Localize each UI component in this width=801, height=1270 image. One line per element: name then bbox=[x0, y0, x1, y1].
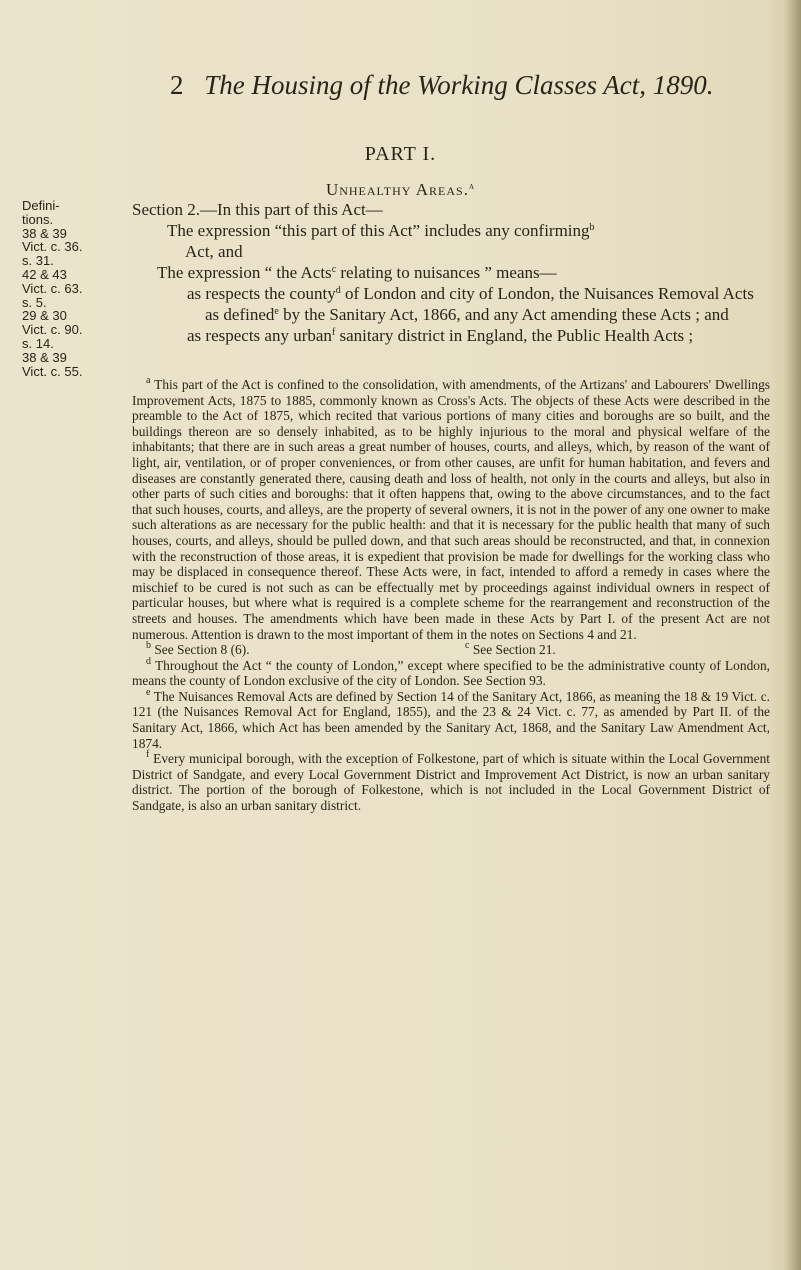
footnote-mark: d bbox=[146, 655, 151, 667]
note-mark: e bbox=[274, 306, 279, 317]
footnote-mark: f bbox=[146, 749, 150, 761]
footnote-f bbox=[132, 751, 770, 813]
page-number: 2 bbox=[170, 70, 184, 100]
footnote-e bbox=[132, 686, 770, 751]
footnote-a bbox=[132, 377, 770, 642]
footnote-b bbox=[132, 642, 451, 658]
margin-note-line: Defini- bbox=[22, 198, 60, 213]
margin-note-line: s. 31. bbox=[22, 253, 54, 269]
margin-note-line: Vict. c. 36. bbox=[22, 239, 83, 255]
footnote-mark: b bbox=[146, 640, 151, 652]
definition-text: Act, and bbox=[185, 242, 243, 261]
note-mark: b bbox=[589, 222, 595, 233]
note-mark: c bbox=[331, 264, 337, 275]
margin-note-line: Vict. c. 55. bbox=[22, 363, 83, 379]
subtitle-text: Unhealthy Areas. bbox=[325, 180, 469, 199]
definition-london bbox=[132, 283, 772, 325]
footnote-mark: a bbox=[146, 375, 151, 386]
margin-note-line: 29 & 30 bbox=[22, 308, 67, 324]
margin-note bbox=[22, 199, 132, 378]
subtitle-note-mark: a bbox=[468, 181, 476, 192]
note-mark: d bbox=[335, 285, 341, 296]
footnote-text: See Section 8 (6). bbox=[154, 642, 250, 658]
note-mark: f bbox=[331, 327, 336, 338]
footnote-mark: c bbox=[465, 640, 470, 652]
running-title: The Housing of the Working Classes Act, 1890. bbox=[204, 70, 714, 100]
running-head bbox=[170, 70, 730, 101]
footnotes bbox=[132, 377, 770, 814]
footnote-c bbox=[451, 642, 770, 658]
section-heading: Section 2.—In this part of this Act— bbox=[132, 200, 383, 219]
part-subtitle bbox=[0, 180, 801, 200]
definition-text: of London and city of London, the Nuisances Removal Acts as defined bbox=[205, 284, 754, 324]
definition-urban bbox=[132, 325, 772, 346]
part-title: PART I. bbox=[364, 143, 437, 165]
footnote-text: See Section 21. bbox=[472, 642, 556, 658]
definition-text: relating to nuisances ” means— bbox=[336, 263, 557, 282]
margin-note-line: s. 14. bbox=[22, 335, 54, 351]
definition-text: as respects any urban bbox=[187, 326, 332, 345]
margin-note-line: tions. bbox=[22, 211, 54, 227]
footnote-text: The Nuisances Removal Acts are defined by Section 14 of the Sanitary Act, 1866, as meaning the 18 & 19 Vict. c. 121 (the Nuisances Removal Act for England, 1855), and the 23 & 24 Vict. c. 77, as amended by Part II. of the Sanitary Act, 1866, which Act has been amended by the Sanitary Act, 1868, and the Sanitary Law Amendment Act, 1874. bbox=[132, 688, 770, 751]
margin-note-line: 38 & 39 bbox=[22, 225, 67, 241]
margin-note-line: s. 5. bbox=[22, 294, 47, 310]
definition-text: by the Sanitary Act, 1866, and any Act amending these Acts ; and bbox=[278, 305, 729, 324]
footnote-text: Every municipal borough, with the exception of Folkestone, part of which is situate within the Local Government District of Sandgate, and every Local Government District and Improvement Act District, is now an urban sanitary district. The portion of the borough of Folkestone, which is not included in the Local Government District of Sandgate, is also an urban sanitary district. bbox=[132, 751, 770, 814]
footnote-text: Throughout the Act “ the county of London,” except where specified to be the administrative county of London, means the county of London exclusive of the city of London. See Section 93. bbox=[132, 657, 771, 689]
definition-this-part bbox=[132, 220, 772, 262]
footnote-text: This part of the Act is confined to the consolidation, with amendments, of the Artizans' and Labourers' Dwellings Improvement Acts, 1875 to 1885, commonly known as Cross's Acts. The objects of these Acts were described in the preamble to the Act of 1875, which recited that various portions of many cities and boroughs are so built, and the buildings thereon are so densely inhabited, as to be highly injurious to the moral and physical welfare of the inhabitants; that there are in such areas a great number of houses, courts, and alleys, which, by reason of the want of light, air, ventilation, or of proper conveniences, or from other causes, are unfit for human habitation, and fevers and diseases are constantly generated there, causing death and loss of health, not only in the courts and alleys, but also in other parts of such cities and boroughs: that it often happens that, owing to the above circumstances, and to the fact that such houses, courts, and alleys, are the property of several owners, it is not in the power of any one owner to make such alterations as are necessary for the public health: and that it is necessary for the public health that many of such houses, courts, and alleys, should be pulled down, and that such areas should be reconstructed, and that, in connexion with the reconstruction of those areas, it is expedient that provision be made for dwellings for the working class who may be displaced in consequence thereof. These Acts were, in fact, intended to afford a remedy in cases where the mischief to be cured is not such as can be effectually met by proceedings against individual owners in respect of particular houses, but where what is required is a complete scheme for the rearrangement and reconstruction of the streets and houses. The amendments which have been made in these Acts by Part I. of the present Act are not numerous. Attention is drawn to the most important of them in the notes on Sections 4 and 21. bbox=[132, 377, 771, 642]
definition-text: sanitary district in England, the Public Health Acts ; bbox=[335, 326, 694, 345]
definition-text: The expression “this part of this Act” includes any confirming bbox=[167, 221, 590, 240]
section-body bbox=[132, 199, 772, 346]
footnote-row-bc bbox=[132, 642, 770, 658]
margin-note-line: 42 & 43 bbox=[22, 266, 67, 282]
margin-note-line: Vict. c. 63. bbox=[22, 280, 83, 296]
margin-note-line: Vict. c. 90. bbox=[22, 322, 83, 338]
definition-text: The expression “ the Acts bbox=[157, 263, 332, 282]
footnote-d bbox=[132, 655, 771, 689]
definition-text: as respects the county bbox=[187, 284, 336, 303]
definition-nuisances bbox=[132, 262, 772, 283]
margin-note-line: 38 & 39 bbox=[22, 349, 67, 365]
footnote-mark: e bbox=[146, 686, 151, 698]
